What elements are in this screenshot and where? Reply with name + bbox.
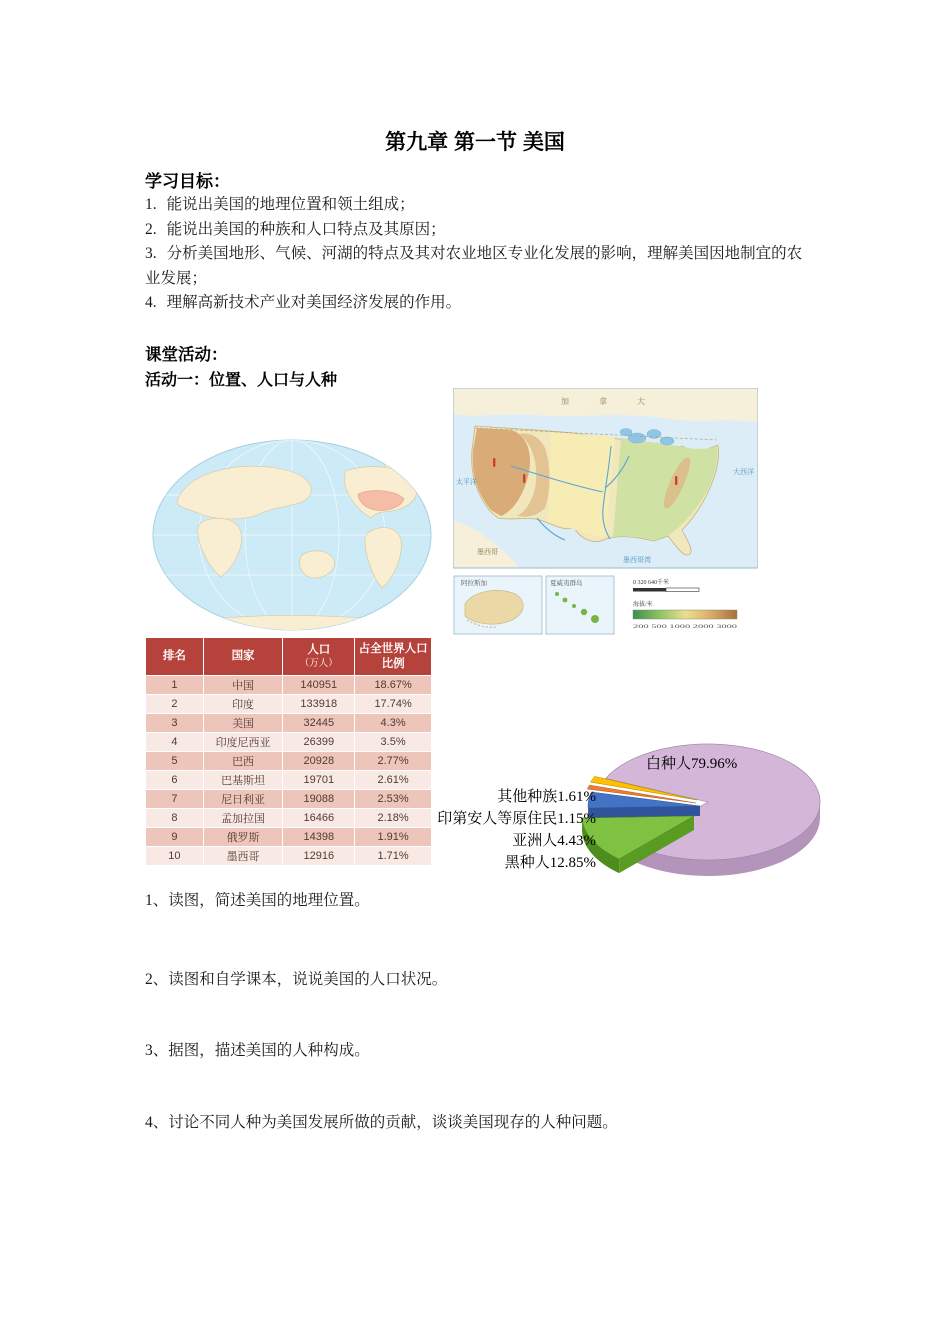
table-cell: 19701 <box>283 771 355 790</box>
table-cell: 14398 <box>283 828 355 847</box>
question-2: 2、读图和自学课本，说说美国的人口状况。 <box>145 971 448 988</box>
pie-label-native: 印第安人等原住民1.15% <box>437 811 596 827</box>
table-cell: 2.53% <box>355 790 432 809</box>
table-cell: 133918 <box>283 695 355 714</box>
objective-item <box>145 242 817 291</box>
objective-item <box>145 218 817 243</box>
table-cell: 3.5% <box>355 733 432 752</box>
table-cell: 2.61% <box>355 771 432 790</box>
table-cell: 8 <box>146 809 204 828</box>
objectives-list <box>145 193 817 316</box>
table-cell: 140951 <box>283 676 355 695</box>
table-cell: 6 <box>146 771 204 790</box>
elevation-color-strip <box>633 610 737 619</box>
table-row <box>146 733 432 752</box>
population-table-header-row <box>146 638 432 676</box>
world-map-svg <box>150 437 435 633</box>
pie-label-asian: 亚洲人4.43% <box>512 833 596 849</box>
document-title: 第九章 第一节 美国 <box>385 131 565 154</box>
us-map-label-canada: 加拿大 <box>561 397 675 406</box>
table-row <box>146 676 432 695</box>
objective-item <box>145 291 817 316</box>
objective-text: 能说出美国的种族和人口特点及其原因； <box>166 220 446 238</box>
pie-label-other: 其他种族1.61% <box>497 789 596 805</box>
table-cell: 尼日利亚 <box>203 790 283 809</box>
alaska-inset-label: 阿拉斯加 <box>461 580 487 587</box>
objectives-heading: 学习目标： <box>145 172 230 191</box>
us-map-svg <box>453 388 758 636</box>
objective-text: 理解高新技术产业对美国经济发展的作用。 <box>166 294 462 311</box>
table-cell: 7 <box>146 790 204 809</box>
table-cell: 17.74% <box>355 695 432 714</box>
objective-number: 3. <box>145 245 157 262</box>
us-map-label-mexico: 墨西哥 <box>477 548 498 556</box>
table-cell: 墨西哥 <box>203 847 283 866</box>
question-4: 4、讨论不同人种为美国发展所做的贡献，谈谈美国现存的人种问题。 <box>145 1114 618 1131</box>
table-row <box>146 695 432 714</box>
table-cell: 4.3% <box>355 714 432 733</box>
table-cell: 中国 <box>203 676 283 695</box>
class-activity-heading: 课堂活动： <box>145 346 228 364</box>
objective-number: 2. <box>145 220 157 238</box>
objective-number: 1. <box>145 196 157 213</box>
table-cell: 26399 <box>283 733 355 752</box>
table-cell: 9 <box>146 828 204 847</box>
table-cell: 19088 <box>283 790 355 809</box>
table-cell: 1.91% <box>355 828 432 847</box>
activity1-heading: 活动一：位置、人口与人种 <box>145 372 338 389</box>
table-cell: 巴西 <box>203 752 283 771</box>
table-cell: 1 <box>146 676 204 695</box>
table-cell: 5 <box>146 752 204 771</box>
table-cell: 美国 <box>203 714 283 733</box>
world-map-image <box>150 437 435 633</box>
table-cell: 1.71% <box>355 847 432 866</box>
pie-label-black: 黑种人12.85% <box>504 855 596 871</box>
pie-labels-left <box>348 786 596 874</box>
table-cell: 印度尼西亚 <box>203 733 283 752</box>
table-header-cell: 排名 <box>146 638 204 676</box>
table-cell: 巴基斯坦 <box>203 771 283 790</box>
table-row <box>146 752 432 771</box>
objective-number: 4. <box>145 294 157 311</box>
us-map-image <box>453 388 758 636</box>
elevation-legend-title: 海拔/米 <box>633 602 653 608</box>
hawaii-inset-label: 夏威夷群岛 <box>550 580 583 587</box>
table-cell: 2 <box>146 695 204 714</box>
table-cell: 俄罗斯 <box>203 828 283 847</box>
table-cell: 4 <box>146 733 204 752</box>
objective-text: 能说出美国的地理位置和领土组成； <box>166 196 415 213</box>
table-cell: 孟加拉国 <box>203 809 283 828</box>
table-header-cell: 占全世界人口比例 <box>355 638 432 676</box>
us-map-label-gulf: 墨西哥湾 <box>623 556 651 564</box>
table-cell: 32445 <box>283 714 355 733</box>
us-map-label-pacific: 太平洋 <box>456 478 477 486</box>
table-cell: 2.18% <box>355 809 432 828</box>
table-header-cell: 人口 （万人） <box>283 638 355 676</box>
table-cell: 12916 <box>283 847 355 866</box>
table-cell: 18.67% <box>355 676 432 695</box>
question-1: 1、读图，简述美国的地理位置。 <box>145 892 370 909</box>
table-cell: 印度 <box>203 695 283 714</box>
table-cell: 3 <box>146 714 204 733</box>
objective-text: 分析美国地形、气候、河湖的特点及其对农业地区专业化发展的影响，理解美国因地制宜的农业发展； <box>145 245 803 287</box>
objective-item <box>145 193 817 218</box>
question-3: 3、据图，描述美国的人种构成。 <box>145 1042 370 1059</box>
table-header-cell: 国家 <box>203 638 283 676</box>
table-row <box>146 714 432 733</box>
map-scale-label: 0 320 640千米 <box>633 580 670 586</box>
us-map-label-atlantic: 大西洋 <box>733 468 754 476</box>
pie-label-white: 白种人79.96% <box>646 756 738 772</box>
table-cell: 10 <box>146 847 204 866</box>
elevation-ticks: 200 500 1000 2000 3000 <box>633 624 738 630</box>
table-cell: 20928 <box>283 752 355 771</box>
table-cell: 2.77% <box>355 752 432 771</box>
table-cell: 16466 <box>283 809 355 828</box>
